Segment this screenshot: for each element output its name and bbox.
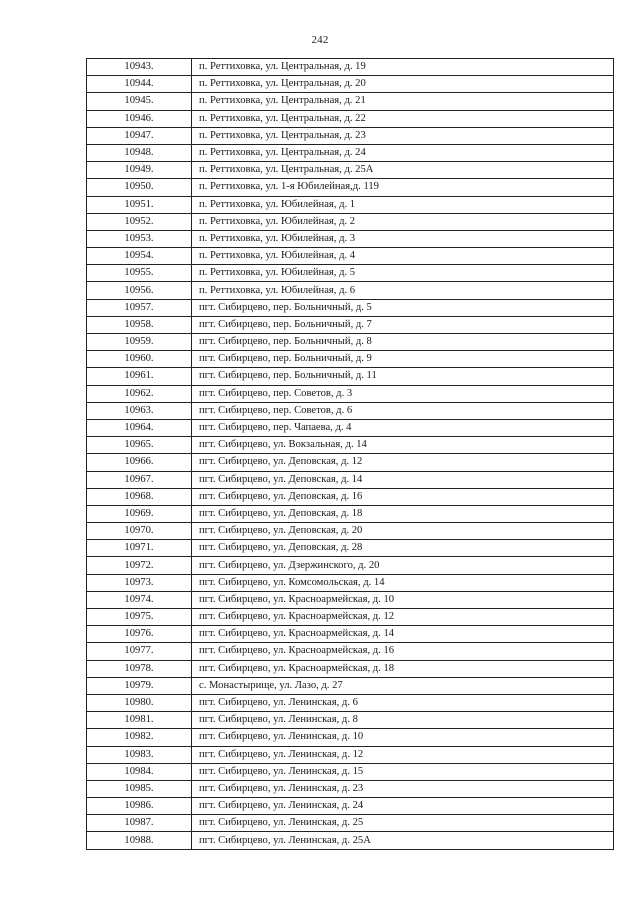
address-cell: пгт. Сибирцево, ул. Красноармейская, д. 16 xyxy=(192,643,614,660)
table-row xyxy=(87,316,614,333)
table-row xyxy=(87,626,614,643)
address-cell: п. Реттиховка, ул. Центральная, д. 24 xyxy=(192,144,614,161)
row-number-cell: 10950. xyxy=(87,179,192,196)
table-row xyxy=(87,230,614,247)
table-row xyxy=(87,213,614,230)
address-cell: пгт. Сибирцево, ул. Ленинская, д. 24 xyxy=(192,798,614,815)
address-cell: пгт. Сибирцево, ул. Красноармейская, д. 12 xyxy=(192,609,614,626)
address-cell: пгт. Сибирцево, пер. Чапаева, д. 4 xyxy=(192,419,614,436)
row-number-cell: 10974. xyxy=(87,591,192,608)
table-row xyxy=(87,746,614,763)
address-cell: пгт. Сибирцево, ул. Красноармейская, д. 10 xyxy=(192,591,614,608)
address-cell: пгт. Сибирцево, пер. Больничный, д. 8 xyxy=(192,334,614,351)
table-row xyxy=(87,557,614,574)
address-cell: п. Реттиховка, ул. Центральная, д. 20 xyxy=(192,76,614,93)
address-cell: пгт. Сибирцево, ул. Красноармейская, д. 14 xyxy=(192,626,614,643)
address-cell: п. Реттиховка, ул. Юбилейная, д. 6 xyxy=(192,282,614,299)
table-row xyxy=(87,591,614,608)
row-number-cell: 10957. xyxy=(87,299,192,316)
row-number-cell: 10955. xyxy=(87,265,192,282)
address-cell: пгт. Сибирцево, ул. Ленинская, д. 6 xyxy=(192,694,614,711)
row-number-cell: 10945. xyxy=(87,93,192,110)
row-number-cell: 10973. xyxy=(87,574,192,591)
address-cell: пгт. Сибирцево, ул. Ленинская, д. 10 xyxy=(192,729,614,746)
table-row xyxy=(87,832,614,849)
row-number-cell: 10952. xyxy=(87,213,192,230)
row-number-cell: 10986. xyxy=(87,798,192,815)
address-cell: с. Монастырище, ул. Лазо, д. 27 xyxy=(192,677,614,694)
table-row xyxy=(87,248,614,265)
table-row xyxy=(87,454,614,471)
address-cell: пгт. Сибирцево, ул. Комсомольская, д. 14 xyxy=(192,574,614,591)
address-cell: пгт. Сибирцево, пер. Больничный, д. 11 xyxy=(192,368,614,385)
table-row xyxy=(87,471,614,488)
address-cell: п. Реттиховка, ул. Юбилейная, д. 3 xyxy=(192,230,614,247)
address-cell: пгт. Сибирцево, ул. Деповская, д. 18 xyxy=(192,505,614,522)
row-number-cell: 10963. xyxy=(87,402,192,419)
address-table-body xyxy=(87,59,614,850)
row-number-cell: 10947. xyxy=(87,127,192,144)
row-number-cell: 10961. xyxy=(87,368,192,385)
row-number-cell: 10979. xyxy=(87,677,192,694)
row-number-cell: 10972. xyxy=(87,557,192,574)
table-row xyxy=(87,780,614,797)
table-row xyxy=(87,694,614,711)
table-row xyxy=(87,144,614,161)
address-cell: пгт. Сибирцево, ул. Ленинская, д. 15 xyxy=(192,763,614,780)
table-row xyxy=(87,437,614,454)
address-cell: пгт. Сибирцево, ул. Деповская, д. 14 xyxy=(192,471,614,488)
address-cell: пгт. Сибирцево, ул. Вокзальная, д. 14 xyxy=(192,437,614,454)
table-row xyxy=(87,419,614,436)
table-row xyxy=(87,488,614,505)
address-cell: п. Реттиховка, ул. Юбилейная, д. 2 xyxy=(192,213,614,230)
row-number-cell: 10984. xyxy=(87,763,192,780)
table-row xyxy=(87,127,614,144)
row-number-cell: 10983. xyxy=(87,746,192,763)
address-cell: п. Реттиховка, ул. Центральная, д. 19 xyxy=(192,59,614,76)
table-row xyxy=(87,110,614,127)
row-number-cell: 10967. xyxy=(87,471,192,488)
row-number-cell: 10988. xyxy=(87,832,192,849)
address-cell: пгт. Сибирцево, ул. Деповская, д. 16 xyxy=(192,488,614,505)
row-number-cell: 10959. xyxy=(87,334,192,351)
address-cell: пгт. Сибирцево, ул. Ленинская, д. 12 xyxy=(192,746,614,763)
row-number-cell: 10951. xyxy=(87,196,192,213)
table-row xyxy=(87,162,614,179)
table-row xyxy=(87,196,614,213)
table-row xyxy=(87,334,614,351)
row-number-cell: 10980. xyxy=(87,694,192,711)
address-cell: пгт. Сибирцево, ул. Деповская, д. 28 xyxy=(192,540,614,557)
table-row xyxy=(87,299,614,316)
row-number-cell: 10971. xyxy=(87,540,192,557)
address-cell: пгт. Сибирцево, пер. Больничный, д. 9 xyxy=(192,351,614,368)
row-number-cell: 10965. xyxy=(87,437,192,454)
address-table xyxy=(86,58,614,850)
table-row xyxy=(87,265,614,282)
row-number-cell: 10953. xyxy=(87,230,192,247)
row-number-cell: 10966. xyxy=(87,454,192,471)
address-cell: пгт. Сибирцево, пер. Больничный, д. 5 xyxy=(192,299,614,316)
table-row xyxy=(87,712,614,729)
table-row xyxy=(87,609,614,626)
table-row xyxy=(87,76,614,93)
row-number-cell: 10956. xyxy=(87,282,192,299)
row-number-cell: 10987. xyxy=(87,815,192,832)
row-number-cell: 10943. xyxy=(87,59,192,76)
table-row xyxy=(87,643,614,660)
row-number-cell: 10944. xyxy=(87,76,192,93)
table-row xyxy=(87,179,614,196)
table-row xyxy=(87,59,614,76)
table-row xyxy=(87,523,614,540)
address-cell: п. Реттиховка, ул. Центральная, д. 22 xyxy=(192,110,614,127)
address-cell: пгт. Сибирцево, ул. Ленинская, д. 25 xyxy=(192,815,614,832)
row-number-cell: 10949. xyxy=(87,162,192,179)
table-row xyxy=(87,385,614,402)
address-cell: п. Реттиховка, ул. Юбилейная, д. 1 xyxy=(192,196,614,213)
table-row xyxy=(87,815,614,832)
row-number-cell: 10978. xyxy=(87,660,192,677)
table-row xyxy=(87,351,614,368)
row-number-cell: 10958. xyxy=(87,316,192,333)
page-number: 242 xyxy=(311,34,329,46)
row-number-cell: 10948. xyxy=(87,144,192,161)
address-cell: п. Реттиховка, ул. Центральная, д. 25А xyxy=(192,162,614,179)
address-cell: пгт. Сибирцево, ул. Ленинская, д. 8 xyxy=(192,712,614,729)
row-number-cell: 10954. xyxy=(87,248,192,265)
table-row xyxy=(87,798,614,815)
address-cell: пгт. Сибирцево, ул. Ленинская, д. 23 xyxy=(192,780,614,797)
row-number-cell: 10962. xyxy=(87,385,192,402)
address-cell: п. Реттиховка, ул. Юбилейная, д. 4 xyxy=(192,248,614,265)
table-row xyxy=(87,368,614,385)
address-cell: пгт. Сибирцево, ул. Деповская, д. 12 xyxy=(192,454,614,471)
address-cell: п. Реттиховка, ул. Центральная, д. 23 xyxy=(192,127,614,144)
row-number-cell: 10946. xyxy=(87,110,192,127)
address-cell: пгт. Сибирцево, пер. Советов, д. 3 xyxy=(192,385,614,402)
row-number-cell: 10970. xyxy=(87,523,192,540)
row-number-cell: 10981. xyxy=(87,712,192,729)
address-cell: пгт. Сибирцево, пер. Советов, д. 6 xyxy=(192,402,614,419)
table-row xyxy=(87,660,614,677)
row-number-cell: 10969. xyxy=(87,505,192,522)
table-row xyxy=(87,574,614,591)
table-row xyxy=(87,505,614,522)
address-cell: пгт. Сибирцево, ул. Ленинская, д. 25А xyxy=(192,832,614,849)
table-row xyxy=(87,729,614,746)
address-cell: пгт. Сибирцево, пер. Больничный, д. 7 xyxy=(192,316,614,333)
row-number-cell: 10976. xyxy=(87,626,192,643)
table-row xyxy=(87,677,614,694)
address-cell: пгт. Сибирцево, ул. Деповская, д. 20 xyxy=(192,523,614,540)
table-row xyxy=(87,540,614,557)
row-number-cell: 10964. xyxy=(87,419,192,436)
address-cell: пгт. Сибирцево, ул. Красноармейская, д. 18 xyxy=(192,660,614,677)
table-row xyxy=(87,93,614,110)
address-cell: пгт. Сибирцево, ул. Дзержинского, д. 20 xyxy=(192,557,614,574)
table-row xyxy=(87,763,614,780)
row-number-cell: 10977. xyxy=(87,643,192,660)
row-number-cell: 10975. xyxy=(87,609,192,626)
address-cell: п. Реттиховка, ул. Юбилейная, д. 5 xyxy=(192,265,614,282)
table-row xyxy=(87,282,614,299)
row-number-cell: 10960. xyxy=(87,351,192,368)
address-cell: п. Реттиховка, ул. 1-я Юбилейная,д. 119 xyxy=(192,179,614,196)
table-row xyxy=(87,402,614,419)
row-number-cell: 10982. xyxy=(87,729,192,746)
address-cell: п. Реттиховка, ул. Центральная, д. 21 xyxy=(192,93,614,110)
row-number-cell: 10968. xyxy=(87,488,192,505)
row-number-cell: 10985. xyxy=(87,780,192,797)
